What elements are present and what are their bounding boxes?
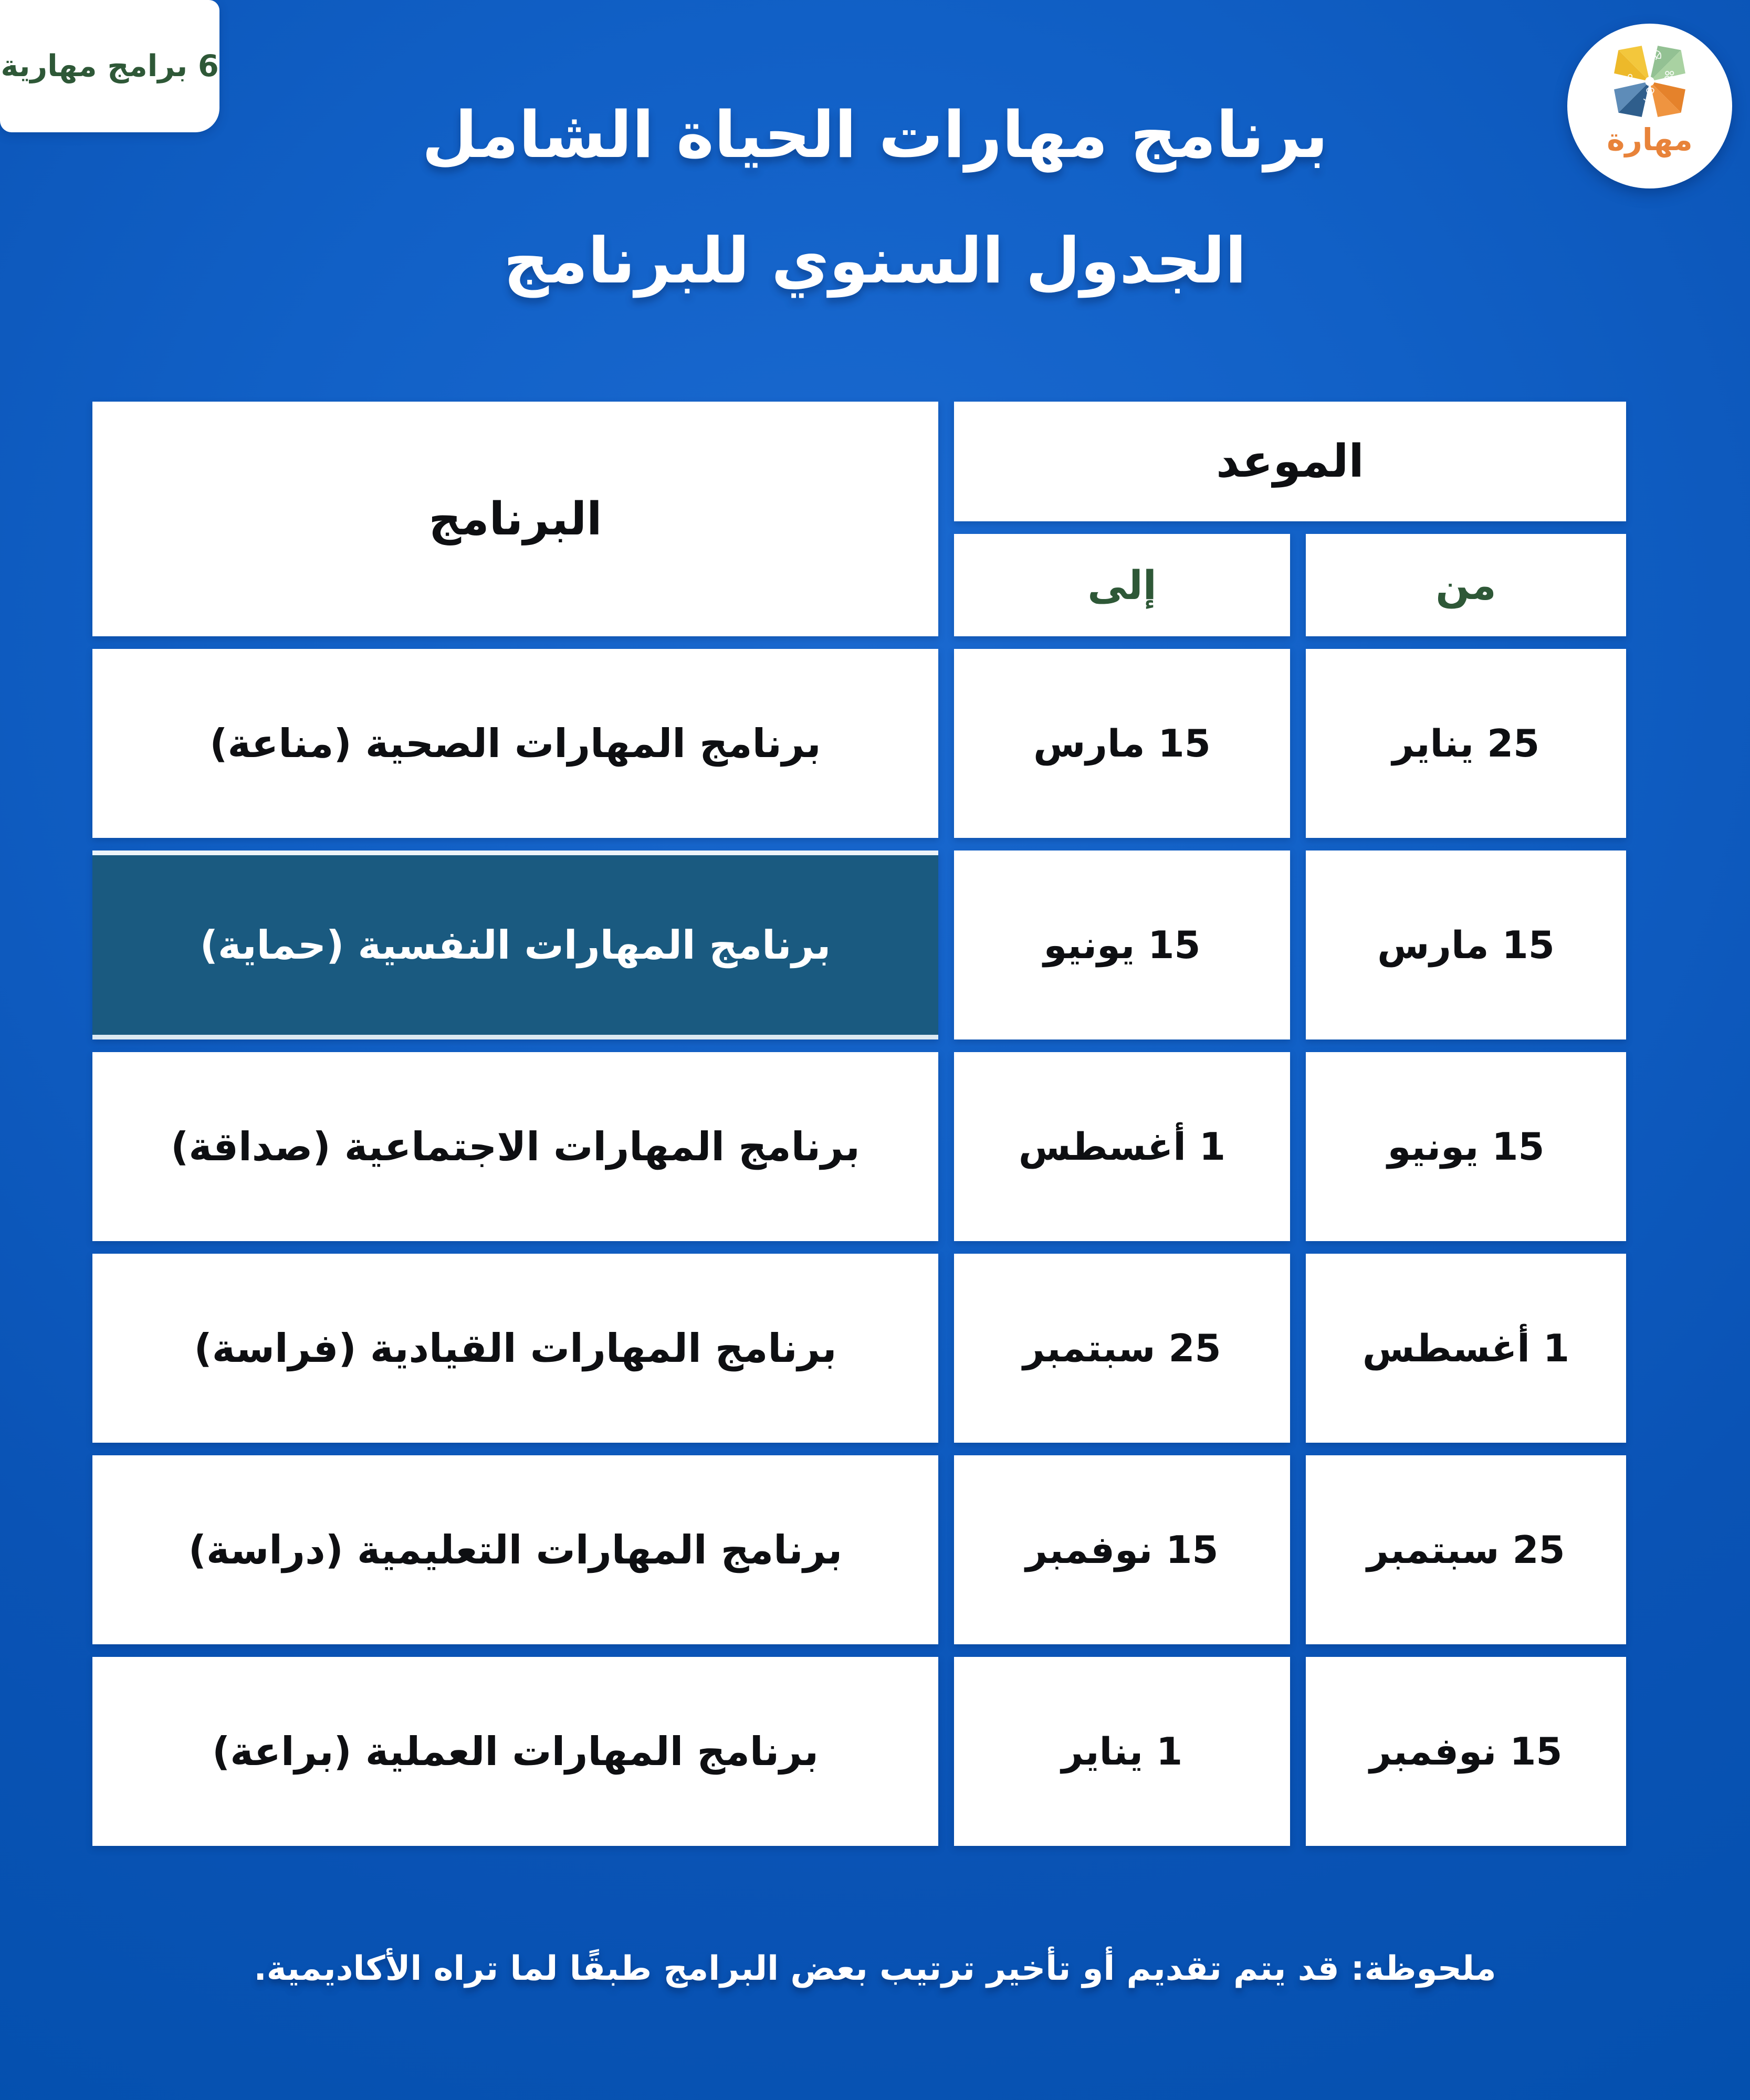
logo-wordmark: مهارة [1607, 122, 1693, 158]
header-from: من [1306, 534, 1626, 636]
poster-title [0, 98, 1750, 298]
row-5-program: برنامج المهارات التعليمية (دراسة) [92, 1455, 938, 1644]
header-date: الموعد [954, 402, 1626, 521]
annual-schedule-table [92, 402, 1626, 1846]
footer-note-text: ملحوظة: قد يتم تقديم أو تأخير ترتيب بعض البرامج طبقًا لما تراه الأكاديمية. [254, 1949, 1496, 1988]
row-1-program: برنامج المهارات الصحية (مناعة) [92, 649, 938, 838]
row-3-from: 15 يونيو [1306, 1052, 1626, 1241]
header-to: إلى [954, 534, 1290, 636]
footer-note [0, 1919, 1750, 2019]
row-2-from: 15 مارس [1306, 850, 1626, 1040]
row-1-to: 15 مارس [954, 649, 1290, 838]
row-2-program-highlighted: برنامج المهارات النفسية (حماية) [92, 850, 938, 1040]
row-3-program: برنامج المهارات الاجتماعية (صداقة) [92, 1052, 938, 1241]
title-line-1: برنامج مهارات الحياة الشامل [422, 98, 1328, 172]
row-6-from: 15 نوفمبر [1306, 1657, 1626, 1846]
row-2-to: 15 يونيو [954, 850, 1290, 1040]
row-3-to: 1 أغسطس [954, 1052, 1290, 1241]
row-5-to: 15 نوفمبر [954, 1455, 1290, 1644]
header-program: البرنامج [92, 402, 938, 636]
row-4-from: 1 أغسطس [1306, 1254, 1626, 1443]
row-1-from: 25 يناير [1306, 649, 1626, 838]
row-4-to: 25 سبتمبر [954, 1254, 1290, 1443]
row-6-to: 1 يناير [954, 1657, 1290, 1846]
row-5-from: 25 سبتمبر [1306, 1455, 1626, 1644]
row-4-program: برنامج المهارات القيادية (فراسة) [92, 1254, 938, 1443]
programs-count-label: 6 برامج مهارية [1, 49, 219, 83]
title-line-2: الجدول السنوي للبرنامج [503, 225, 1247, 298]
row-6-program: برنامج المهارات العملية (براعة) [92, 1657, 938, 1846]
